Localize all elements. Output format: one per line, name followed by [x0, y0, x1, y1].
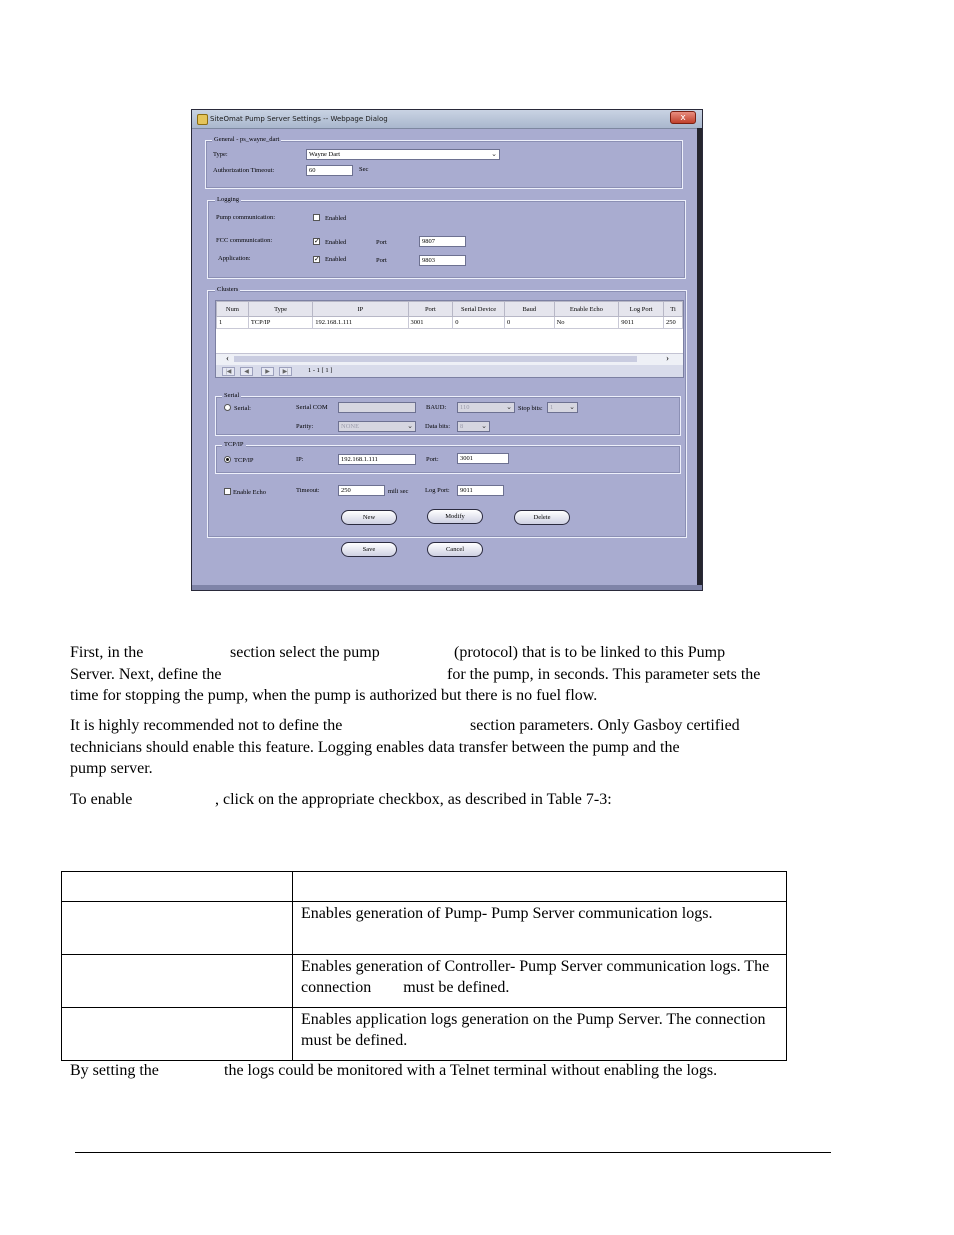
enable-echo-checkbox[interactable]: [224, 488, 231, 495]
scroll-right-icon[interactable]: ›: [666, 353, 669, 363]
serial-com-label: Serial COM: [296, 404, 328, 411]
clusters-table: [215, 300, 684, 378]
dialog-bottom-edge: [192, 585, 702, 590]
after-text-b: the logs could be monitored with a Telnet terminal without enabling the logs.: [224, 1062, 718, 1079]
column-header[interactable]: Baud: [505, 302, 555, 317]
column-header[interactable]: IP: [313, 302, 408, 317]
chevron-down-icon: ⌄: [506, 403, 512, 411]
modify-button[interactable]: Modify: [427, 509, 483, 524]
column-header[interactable]: Port: [408, 302, 453, 317]
table-cell: No: [554, 317, 619, 329]
after-text-a: By setting the: [70, 1062, 159, 1079]
baud-label: BAUD:: [426, 404, 447, 411]
general-legend: General - ps_wayne_dart: [214, 136, 280, 143]
application-port-label: Port: [376, 257, 387, 264]
prev-page-icon[interactable]: ◀: [240, 367, 253, 376]
footer-divider: [75, 1152, 831, 1153]
save-button[interactable]: Save: [341, 542, 397, 557]
para2-text-a: It is highly recommended not to define the: [70, 717, 343, 734]
application-port-input[interactable]: 9803: [419, 255, 466, 266]
dialog-titlebar: [192, 110, 702, 129]
enable-echo-label: Enable Echo: [233, 489, 267, 496]
data-bits-select[interactable]: [457, 421, 490, 432]
tcpip-port-input[interactable]: 3001: [457, 453, 509, 464]
column-header[interactable]: Log Port: [619, 302, 664, 317]
para3-text-b: , click on the appropriate checkbox, as described in Table 7-3:: [215, 791, 612, 808]
table-row: [62, 902, 787, 955]
para1-text-c: (protocol) that is to be linked to this Pump: [454, 644, 726, 661]
table-cell: 9011: [619, 317, 664, 329]
cancel-button[interactable]: Cancel: [427, 542, 483, 557]
pump-comm-checkbox[interactable]: [313, 214, 320, 221]
application-label: Application:: [218, 255, 251, 262]
baud-select[interactable]: [457, 402, 515, 413]
table-cell: TCP/IP: [248, 317, 312, 329]
fcc-comm-label: FCC communication:: [216, 237, 273, 244]
table-cell: 0: [505, 317, 555, 329]
para1-text-f: time for stopping the pump, when the pump is authorized but there is no fuel flow.: [70, 687, 598, 704]
table-cell: 250: [664, 317, 683, 329]
table-cell: 3001: [408, 317, 453, 329]
pump-comm-enabled-label: Enabled: [325, 215, 347, 222]
first-page-icon[interactable]: |◀: [222, 367, 235, 376]
para1-text-d: Server. Next, define the: [70, 665, 222, 683]
table-pager: [216, 365, 683, 378]
timeout-label: Timeout:: [296, 487, 320, 494]
tcpip-port-label: Port:: [426, 456, 439, 463]
auth-timeout-input[interactable]: 60: [306, 165, 353, 176]
chevron-down-icon: ⌄: [407, 422, 413, 430]
last-page-icon[interactable]: ▶|: [279, 367, 292, 376]
fcc-comm-checkbox[interactable]: ✓: [314, 237, 320, 245]
para1-text-e: for the pump, in seconds. This parameter sets the: [447, 665, 761, 683]
type-select[interactable]: [306, 149, 500, 160]
chevron-down-icon: ⌄: [569, 403, 575, 411]
tcpip-radio[interactable]: [224, 456, 231, 463]
stop-bits-value: 1: [550, 404, 554, 411]
pager-info: 1 - 1 [ 1 ]: [308, 367, 333, 374]
para3-text-a: To enable: [70, 791, 133, 808]
serial-com-input[interactable]: [338, 402, 416, 413]
dialog-right-edge: [697, 128, 702, 590]
type-value: Wayne Dart: [309, 151, 341, 158]
para2-text-b: section parameters. Only Gasboy certified: [470, 717, 740, 734]
ip-input[interactable]: 192.168.1.111: [338, 454, 416, 465]
tcpip-radio-label: TCP/IP: [234, 457, 254, 464]
log-port-label: Log Port:: [425, 487, 450, 494]
scroll-left-icon[interactable]: ‹: [226, 353, 229, 363]
log-port-input[interactable]: 9011: [457, 485, 504, 496]
application-checkbox[interactable]: ✓: [314, 255, 320, 263]
delete-button[interactable]: Delete: [514, 510, 570, 525]
column-header[interactable]: Enable Echo: [554, 302, 619, 317]
stop-bits-label: Stop bits:: [518, 405, 543, 412]
ip-label: IP:: [296, 456, 304, 463]
serial-legend: Serial: [224, 392, 240, 399]
next-page-icon[interactable]: ▶: [261, 367, 274, 376]
paragraph-1: [70, 642, 830, 707]
paragraph-2: [70, 715, 830, 780]
table-cell: Enables application logs generation on the Pump Server. The connection must be defined.: [293, 1008, 787, 1061]
parity-select[interactable]: [338, 421, 416, 432]
baud-value: 110: [460, 404, 470, 411]
serial-group: [215, 392, 681, 436]
table-row: [62, 872, 787, 902]
close-icon[interactable]: x: [670, 111, 696, 124]
logging-legend: Logging: [217, 196, 240, 203]
chevron-down-icon: ⌄: [481, 422, 487, 430]
scroll-thumb[interactable]: [234, 356, 637, 362]
logging-options-table: [61, 871, 798, 1061]
timeout-input[interactable]: 250: [338, 485, 385, 496]
data-bits-value: 8: [460, 423, 464, 430]
table-cell: [62, 955, 293, 1008]
column-header[interactable]: Type: [248, 302, 312, 317]
table-cell: 0: [453, 317, 505, 329]
table-cell: 1: [217, 317, 249, 329]
table-cell: Enables generation of Pump- Pump Server communication logs.: [293, 902, 787, 955]
fcc-comm-enabled-label: Enabled: [325, 239, 347, 246]
column-header[interactable]: Ti: [664, 302, 683, 317]
parity-label: Parity:: [296, 423, 314, 430]
stop-bits-select[interactable]: [547, 402, 578, 413]
chevron-down-icon: ⌄: [491, 150, 497, 158]
table-cell: [62, 1008, 293, 1061]
para1-text-a: First, in the: [70, 644, 144, 661]
clusters-header-row: [217, 302, 683, 317]
clusters-legend: Clusters: [217, 286, 239, 293]
parity-value: NONE: [341, 423, 360, 430]
dialog-title: SiteOmat Pump Server Settings -- Webpage Dialog: [210, 115, 388, 123]
column-header[interactable]: Num: [217, 302, 249, 317]
paragraph-3: [70, 789, 830, 811]
auth-timeout-label: Authorization Timeout:: [213, 167, 275, 174]
column-header[interactable]: Serial Device: [453, 302, 505, 317]
data-bits-label: Data bits:: [425, 423, 451, 430]
para1-text-b: section select the pump: [230, 644, 380, 661]
type-label: Type:: [213, 151, 228, 158]
fcc-port-label: Port: [376, 239, 387, 246]
tcpip-group: [215, 441, 681, 474]
general-group: [205, 136, 683, 189]
fcc-port-input[interactable]: 9807: [419, 236, 466, 247]
para2-text-d: pump server.: [70, 760, 153, 777]
serial-radio[interactable]: [224, 404, 231, 411]
para2-text-c: technicians should enable this feature. Logging enables data transfer between the pump and the: [70, 738, 680, 756]
application-enabled-label: Enabled: [325, 256, 347, 263]
timeout-unit: mili sec: [388, 488, 409, 495]
pump-comm-label: Pump communication:: [216, 214, 276, 221]
table-row: [62, 1008, 787, 1061]
table-row: [62, 955, 787, 1008]
tcpip-legend: TCP/IP: [224, 441, 244, 448]
serial-radio-label: Serial:: [234, 405, 251, 412]
auth-timeout-unit: Sec: [359, 166, 369, 173]
app-icon: [197, 114, 208, 125]
new-button[interactable]: New: [341, 510, 397, 525]
table-cell: Enables generation of Controller- Pump Server communication logs. The connection must be defined.: [293, 955, 787, 1008]
table-cell: [62, 872, 293, 902]
table-cell: [293, 872, 787, 902]
table-row[interactable]: [217, 317, 683, 329]
table-cell: [62, 902, 293, 955]
table-cell: 192.168.1.111: [313, 317, 408, 329]
